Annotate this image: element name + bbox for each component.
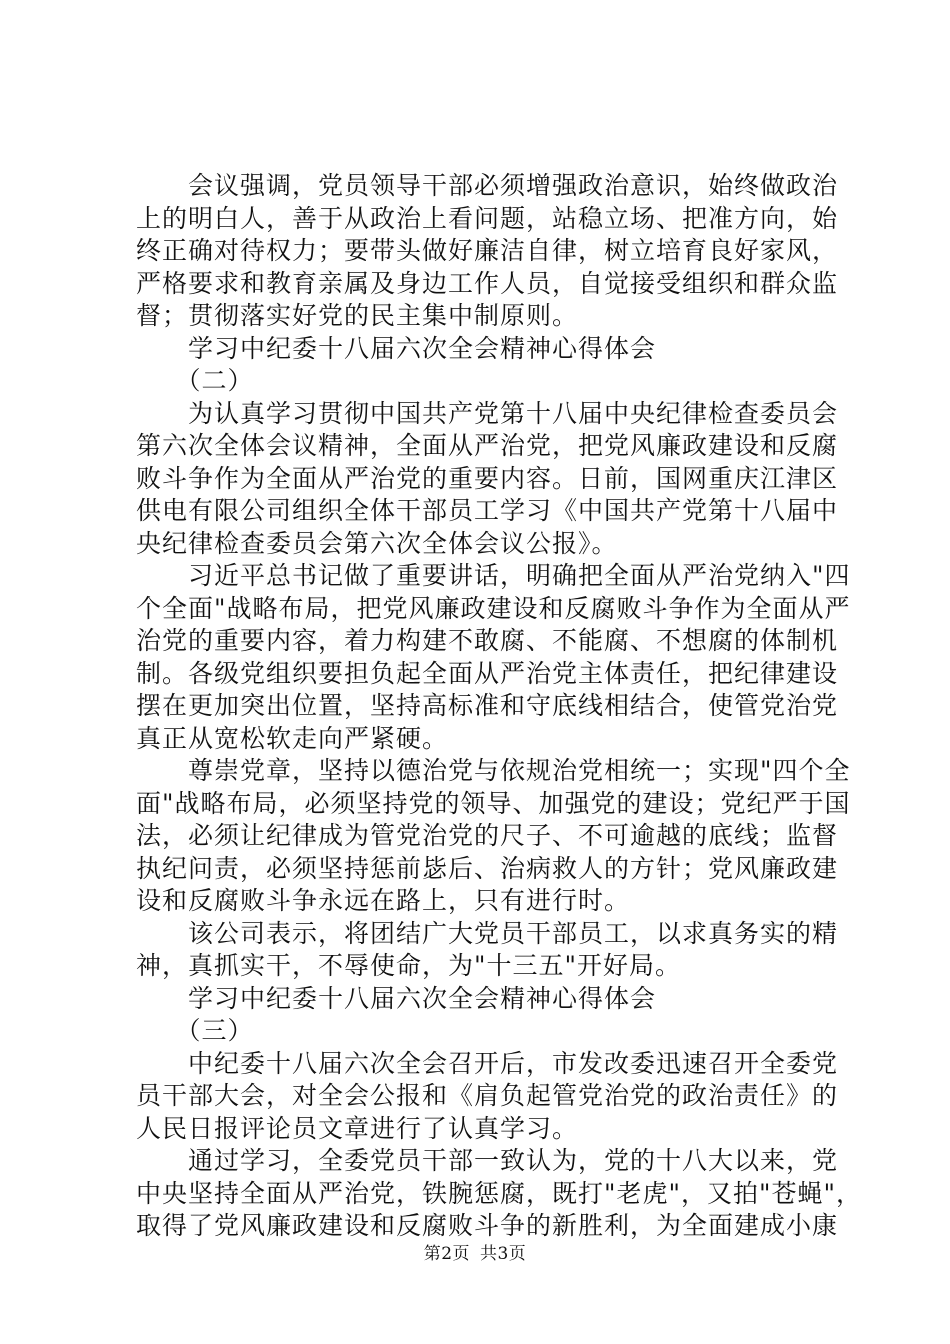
text-line: 上的明白人，善于从政治上看问题，站稳立场、把准方向，始	[136, 203, 839, 233]
text-line: 供电有限公司组织全体干部员工学习《中国共产党第十八届中	[136, 496, 839, 525]
text-line: 该公司表示，将团结广大党员干部员工，以求真务实的精	[136, 918, 839, 948]
text-line: 严格要求和教育亲属及身边工作人员，自觉接受组织和群众监	[136, 268, 839, 298]
page-number: 第2页	[423, 1244, 471, 1264]
text-line: 学习中纪委十八届六次全会精神心得体会	[136, 983, 657, 1013]
text-line: 通过学习，全委党员干部一致认为，党的十八大以来，党	[136, 1146, 839, 1175]
text-line: 摆在更加突出位置，坚持高标准和守底线相结合，使管党治党	[136, 691, 839, 720]
page-footer	[0, 1239, 950, 1264]
text-line: 学习中纪委十八届六次全会精神心得体会	[136, 333, 657, 363]
text-line: 取得了党风廉政建设和反腐败斗争的新胜利，为全面建成小康	[136, 1211, 839, 1240]
text-line: 会议强调，党员领导干部必须增强政治意识，始终做政治	[136, 171, 839, 200]
text-line: 败斗争作为全面从严治党的重要内容。日前，国网重庆江津区	[136, 463, 839, 493]
text-line: 个全面"战略布局，把党风廉政建设和反腐败斗争作为全面从严	[136, 593, 851, 623]
text-line: 真正从宽松软走向严紧硬。	[136, 723, 449, 753]
text-line: 为认真学习贯彻中国共产党第十八届中央纪律检查委员会	[136, 398, 839, 428]
text-line: 第六次全体会议精神，全面从严治党，把党风廉政建设和反腐	[136, 431, 839, 460]
text-line: 员干部大会，对全会公报和《肩负起管党治党的政治责任》的	[136, 1081, 839, 1110]
text-line: 执纪问责，必须坚持惩前毖后、治病救人的方针；党风廉政建	[136, 853, 839, 883]
text-line: 治党的重要内容，着力构建不敢腐、不能腐、不想腐的体制机	[136, 626, 839, 655]
document-body	[136, 170, 862, 1243]
page-total: 共3页	[479, 1244, 527, 1264]
text-line: 法，必须让纪律成为管党治党的尺子、不可逾越的底线；监督	[136, 821, 839, 850]
text-line: 制。各级党组织要担负起全面从严治党主体责任，把纪律建设	[136, 658, 839, 688]
text-line: 习近平总书记做了重要讲话，明确把全面从严治党纳入"四	[136, 561, 851, 590]
text-line: 尊崇党章，坚持以德治党与依规治党相统一；实现"四个全	[136, 756, 851, 785]
text-line: 中央坚持全面从严治党，铁腕惩腐，既打"老虎"，又拍"苍蝇"，	[136, 1178, 862, 1208]
text-line: （二）	[136, 366, 254, 395]
text-line: 督；贯彻落实好党的民主集中制原则。	[136, 301, 579, 330]
text-line: 神，真抓实干，不辱使命，为"十三五"开好局。	[136, 951, 681, 980]
text-line: 中纪委十八届六次全会召开后，市发改委迅速召开全委党	[136, 1048, 839, 1078]
text-line: 设和反腐败斗争永远在路上，只有进行时。	[136, 886, 631, 915]
text-line: 面"战略布局，必须坚持党的领导、加强党的建设；党纪严于国	[136, 788, 851, 818]
text-line: 人民日报评论员文章进行了认真学习。	[136, 1113, 579, 1143]
text-line: 央纪律检查委员会第六次全体会议公报》。	[136, 528, 618, 558]
text-line: 终正确对待权力；要带头做好廉洁自律，树立培育良好家风，	[136, 236, 839, 265]
text-line: （三）	[136, 1016, 254, 1045]
